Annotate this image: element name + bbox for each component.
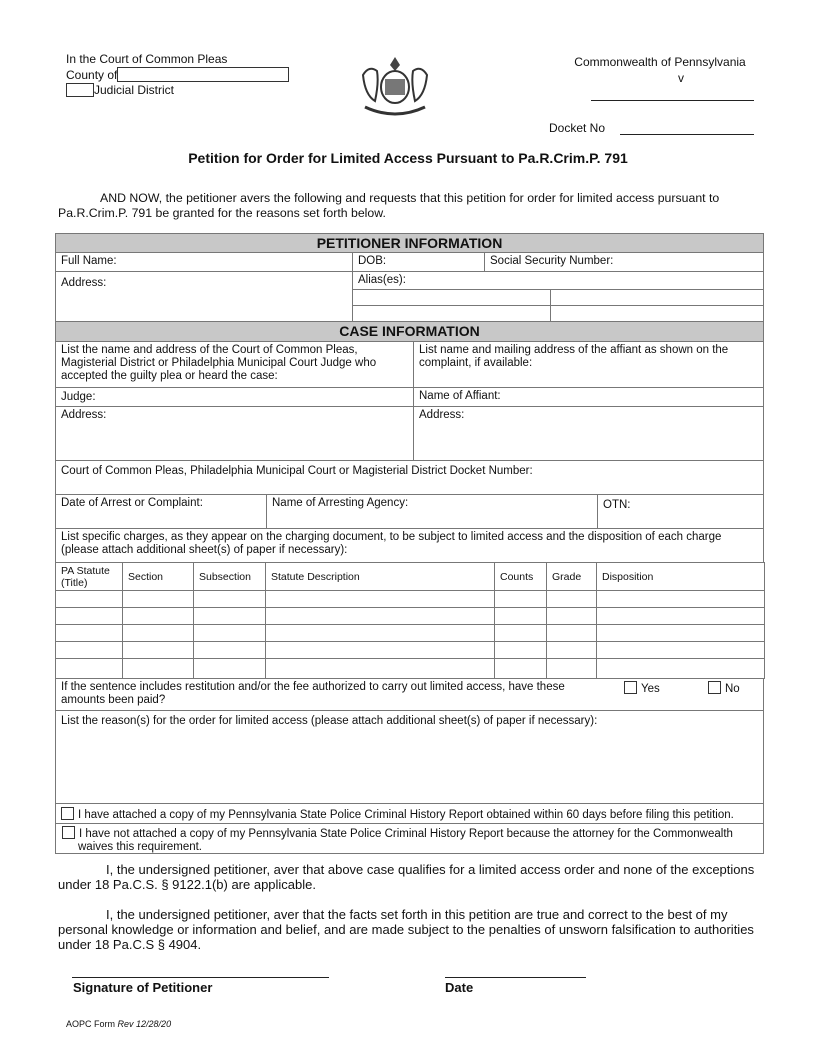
restitution-question bbox=[55, 678, 764, 711]
report-attached-label: I have attached a copy of my Pennsylvania State Police Criminal History Report obtained within 60 days before filing this petition. bbox=[78, 809, 734, 821]
arresting-agency-field[interactable]: Name of Arresting Agency: bbox=[266, 494, 598, 529]
charges-instructions: List specific charges, as they appear on the charging document, to be subject to limited access and the disposition of each charge (please attach additional sheet(s) of paper if necessary): bbox=[55, 528, 764, 563]
column-header: Section bbox=[122, 562, 194, 591]
intro-text: AND NOW, the petitioner avers the following and requests that this petition for order for limited access pursuant to Pa.R.Crim.P. 791 be granted for the reasons set forth below. bbox=[58, 191, 720, 220]
charge-cell[interactable] bbox=[596, 658, 765, 679]
form-footer bbox=[66, 1019, 171, 1029]
county-label: County of bbox=[66, 68, 118, 82]
charge-cell[interactable] bbox=[596, 624, 765, 642]
charge-cell[interactable] bbox=[546, 641, 597, 659]
charge-cell[interactable] bbox=[55, 658, 123, 679]
alias-input[interactable] bbox=[550, 305, 764, 322]
court-label: In the Court of Common Pleas bbox=[66, 52, 228, 66]
judge-address-field[interactable]: Address: bbox=[55, 406, 414, 461]
pennsylvania-seal-icon bbox=[355, 55, 435, 119]
judge-field[interactable]: Judge: bbox=[55, 387, 414, 407]
district-input[interactable] bbox=[66, 83, 94, 97]
report-attached-row[interactable] bbox=[55, 803, 764, 824]
charge-cell[interactable] bbox=[546, 658, 597, 679]
form-id: AOPC Form bbox=[66, 1019, 116, 1029]
charge-cell[interactable] bbox=[596, 590, 765, 608]
charge-cell[interactable] bbox=[494, 590, 547, 608]
charge-cell[interactable] bbox=[122, 658, 194, 679]
column-header: Disposition bbox=[596, 562, 765, 591]
charge-cell[interactable] bbox=[122, 590, 194, 608]
aliases-field[interactable]: Alias(es): bbox=[352, 271, 764, 290]
affiant-instructions: List name and mailing address of the affiant as shown on the complaint, if available: bbox=[413, 341, 764, 388]
column-header: PA Statute (Title) bbox=[55, 562, 123, 591]
docket-label: Docket No bbox=[549, 121, 606, 135]
charge-cell[interactable] bbox=[122, 641, 194, 659]
charge-cell[interactable] bbox=[193, 590, 266, 608]
charge-cell[interactable] bbox=[596, 641, 765, 659]
defendant-line[interactable] bbox=[591, 88, 754, 101]
charge-cell[interactable] bbox=[596, 607, 765, 625]
case-info-heading: CASE INFORMATION bbox=[55, 321, 764, 342]
charge-cell[interactable] bbox=[265, 658, 495, 679]
averment-qualifies: I, the undersigned petitioner, aver that above case qualifies for a limited access order and none of the exceptions under 18 Pa.C.S. § 9122.1(b) are applicable. bbox=[58, 862, 755, 892]
charge-cell[interactable] bbox=[122, 624, 194, 642]
charge-cell[interactable] bbox=[55, 624, 123, 642]
charge-cell[interactable] bbox=[55, 590, 123, 608]
column-header: Grade bbox=[546, 562, 597, 591]
charge-cell[interactable] bbox=[55, 607, 123, 625]
restitution-label: If the sentence includes restitution and/or the fee authorized to carry out limited access, have these amounts been paid? bbox=[61, 681, 565, 706]
date-line[interactable] bbox=[445, 965, 586, 978]
court-instructions: List the name and address of the Court of Common Pleas, Magisterial District or Philadelphia Municipal Court Judge who accepted the guilty plea or heard the case: bbox=[55, 341, 414, 388]
versus-label: v bbox=[678, 71, 684, 85]
alias-input[interactable] bbox=[352, 305, 551, 322]
report-not-attached-row[interactable] bbox=[55, 823, 764, 854]
petitioner-info-heading: PETITIONER INFORMATION bbox=[55, 233, 764, 253]
affiant-name-field[interactable]: Name of Affiant: bbox=[413, 387, 764, 407]
reasons-field[interactable]: List the reason(s) for the order for limited access (please attach additional sheet(s) of paper if necessary): bbox=[55, 710, 764, 804]
charge-cell[interactable] bbox=[546, 624, 597, 642]
date-label: Date bbox=[445, 980, 474, 995]
charge-cell[interactable] bbox=[546, 607, 597, 625]
charge-cell[interactable] bbox=[265, 590, 495, 608]
restitution-yes-checkbox[interactable] bbox=[624, 681, 660, 696]
no-label: No bbox=[725, 683, 740, 695]
affiant-address-field[interactable]: Address: bbox=[413, 406, 764, 461]
page-title: Petition for Order for Limited Access Pursuant to Pa.R.Crim.P. 791 bbox=[188, 150, 628, 166]
charge-cell[interactable] bbox=[193, 658, 266, 679]
report-not-attached-label: I have not attached a copy of my Pennsylvania State Police Criminal History Report because the attorney for the Commonwealth waives this requirement. bbox=[78, 828, 733, 853]
district-label: Judicial District bbox=[94, 83, 175, 97]
charge-cell[interactable] bbox=[494, 624, 547, 642]
charge-cell[interactable] bbox=[494, 641, 547, 659]
column-header: Statute Description bbox=[265, 562, 495, 591]
dob-field[interactable]: DOB: bbox=[352, 252, 485, 272]
docket-number-field[interactable]: Court of Common Pleas, Philadelphia Municipal Court or Magisterial District Docket Number: bbox=[55, 460, 764, 495]
charge-cell[interactable] bbox=[494, 658, 547, 679]
alias-input[interactable] bbox=[352, 289, 551, 306]
county-input[interactable] bbox=[117, 67, 289, 82]
charge-cell[interactable] bbox=[193, 641, 266, 659]
charge-cell[interactable] bbox=[122, 607, 194, 625]
charge-cell[interactable] bbox=[193, 624, 266, 642]
charge-cell[interactable] bbox=[55, 641, 123, 659]
report-not-attached-checkbox[interactable] bbox=[62, 826, 75, 839]
charge-cell[interactable] bbox=[265, 624, 495, 642]
arrest-date-field[interactable]: Date of Arrest or Complaint: bbox=[55, 494, 267, 529]
signature-line[interactable] bbox=[72, 965, 329, 978]
charge-cell[interactable] bbox=[494, 607, 547, 625]
charge-cell[interactable] bbox=[546, 590, 597, 608]
commonwealth-label: Commonwealth of Pennsylvania bbox=[574, 55, 746, 69]
otn-field[interactable]: OTN: bbox=[597, 494, 764, 529]
signature-label: Signature of Petitioner bbox=[73, 980, 213, 995]
yes-label: Yes bbox=[641, 683, 660, 695]
full-name-field[interactable]: Full Name: bbox=[55, 252, 353, 272]
charge-cell[interactable] bbox=[265, 607, 495, 625]
address-field[interactable]: Address: bbox=[55, 271, 353, 322]
form-revision: Rev 12/28/20 bbox=[117, 1019, 172, 1029]
charge-cell[interactable] bbox=[193, 607, 266, 625]
report-attached-checkbox[interactable] bbox=[61, 807, 74, 820]
charge-cell[interactable] bbox=[265, 641, 495, 659]
column-header: Counts bbox=[494, 562, 547, 591]
court-header bbox=[66, 52, 289, 98]
docket-line[interactable] bbox=[620, 122, 754, 135]
alias-input[interactable] bbox=[550, 289, 764, 306]
column-header: Subsection bbox=[193, 562, 266, 591]
ssn-field[interactable]: Social Security Number: bbox=[484, 252, 764, 272]
restitution-no-checkbox[interactable] bbox=[708, 681, 740, 696]
averment-true: I, the undersigned petitioner, aver that the facts set forth in this petition are true and correct to the best of my personal knowledge or information and belief, and are made subject to the penalties of unsworn falsification to authorities under 18 Pa.C.S § 4904. bbox=[58, 907, 754, 952]
